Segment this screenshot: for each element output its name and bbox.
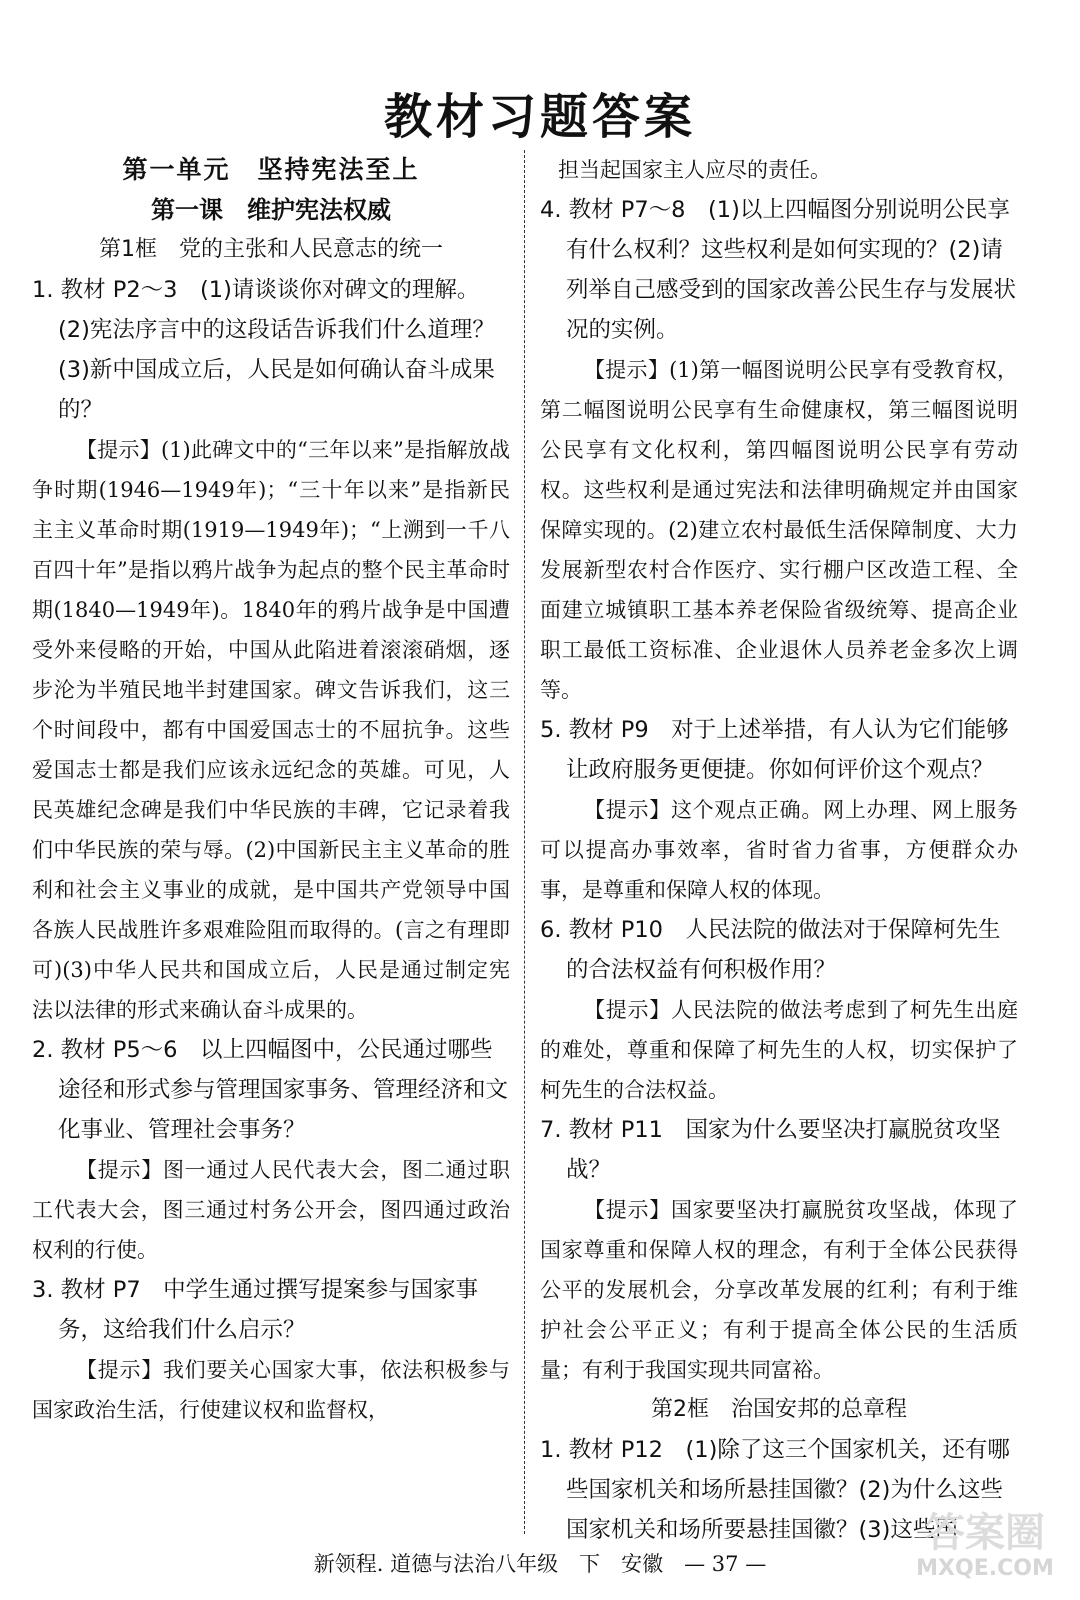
watermark-url: MXQE.COM xyxy=(916,1556,1054,1581)
watermark-text: 答案圈 xyxy=(925,1510,1045,1556)
answer-7: 【提示】国家要坚决打赢脱贫攻坚战，体现了国家尊重和保障人权的理念，有利于全体公民获得公平的发展机会，分享改革发展的红利；有利于维护社会公平正义；有利于提高全体公民的生活质量；有利于我国实现共同富裕。 xyxy=(540,1198,1018,1382)
answer-5: 【提示】这个观点正确。网上办理、网上服务可以提高办事效率，省时省力省事，方便群众办事，是尊重和保障人权的体现。 xyxy=(540,798,1018,902)
question-1: 1. 教材 P2～3 (1)请谈谈你对碑文的理解。(2)宪法序言中的这段话告诉我们什么道理？(3)新中国成立后，人民是如何确认奋斗成果的？ xyxy=(32,277,495,423)
question-7: 7. 教材 P11 国家为什么要坚决打赢脱贫攻坚战？ xyxy=(540,1117,1001,1183)
answer-1: 【提示】(1)此碑文中的“三年以来”是指解放战争时期(1946—1949年)；“三十年以来”是指新民主主义革命时期(1919—1949年)；“上溯到一千八百四十年”是指以鸦片战争为起点的整个民主革命时期(1840—1949年)。1840年的鸦片战争是中国遭受外来侵略的开始，中国从此陷进着滚滚硝烟，逐步沦为半殖民地半封建国家。碑文告诉我们，这三个时间段中，都有中国爱国志士的不屈抗争。这些爱国志士都是我们应该永远纪念的英雄。可见，人民英雄纪念碑是我们中华民族的丰碑，它记录着我们中华民族的荣与辱。(2)中国新民主主义革命的胜利和社会主义事业的成就，是中国共产党领导中国各族人民战胜许多艰难险阻而取得的。(言之有理即可)(3)中华人民共和国成立后，人民是通过制定宪法以法律的形式来确认奋斗成果的。 xyxy=(32,438,510,1022)
question-2: 2. 教材 P5～6 以上四幅图中，公民通过哪些途径和形式参与管理国家事务、管理经济和文化事业、管理社会事务？ xyxy=(32,1037,509,1143)
page-title: 教材习题答案 xyxy=(383,89,696,145)
question-3: 3. 教材 P7 中学生通过撰写提案参与国家事务，这给我们什么启示？ xyxy=(32,1277,479,1343)
question-6: 6. 教材 P10 人民法院的做法对于保障柯先生的合法权益有何积极作用？ xyxy=(540,917,1001,983)
column-divider xyxy=(524,150,525,1534)
answer-6: 【提示】人民法院的做法考虑到了柯先生出庭的难处，尊重和保障了柯先生的人权，切实保护了柯先生的合法权益。 xyxy=(540,998,1018,1102)
right-column xyxy=(540,150,1018,1550)
question-4: 4. 教材 P7～8 (1)以上四幅图分别说明公民享有什么权利？这些权利是如何实现的？(2)请列举自己感受到的国家改善公民生存与发展状况的实例。 xyxy=(540,197,1017,343)
answer-3: 【提示】我们要关心国家大事，依法积极参与国家政治生活，行使建议权和监督权， xyxy=(32,1358,510,1422)
question-5: 5. 教材 P9 对于上述举措，有人认为它们能够让政府服务更便捷。你如何评价这个观点？ xyxy=(540,717,1009,783)
unit-heading: 第一单元 坚持宪法至上 xyxy=(122,155,420,184)
question-frame2-1: 1. 教材 P12 (1)除了这三个国家机关，还有哪些国家机关和场所悬挂国徽？(2)为什么这些国家机关和场所要悬挂国徽？(3)这些国 xyxy=(540,1437,1010,1543)
page-footer: 新领程. 道德与法治八年级 下 安徽 — 37 — xyxy=(313,1552,767,1576)
left-column xyxy=(32,150,510,1430)
lesson-heading: 第一课 维护宪法权威 xyxy=(151,195,391,224)
answer-3-continued: 担当起国家主人应尽的责任。 xyxy=(558,158,831,182)
watermark-logo xyxy=(900,1510,1070,1590)
answer-2: 【提示】图一通过人民代表大会，图二通过职工代表大会，图三通过村务公开会，图四通过政治权利的行使。 xyxy=(32,1158,510,1262)
frame-heading: 第1框 党的主张和人民意志的统一 xyxy=(99,237,443,262)
frame-2-heading: 第2框 治国安邦的总章程 xyxy=(651,1397,907,1422)
answer-4: 【提示】(1)第一幅图说明公民享有受教育权，第二幅图说明公民享有生命健康权，第三幅图说明公民享有文化权利，第四幅图说明公民享有劳动权。这些权利是通过宪法和法律明确规定并由国家保障实现的。(2)建立农村最低生活保障制度、大力发展新型农村合作医疗、实行棚户区改造工程、全面建立城镇职工基本养老保险省级统筹、提高企业职工最低工资标准、企业退休人员养老金多次上调等。 xyxy=(540,358,1018,702)
